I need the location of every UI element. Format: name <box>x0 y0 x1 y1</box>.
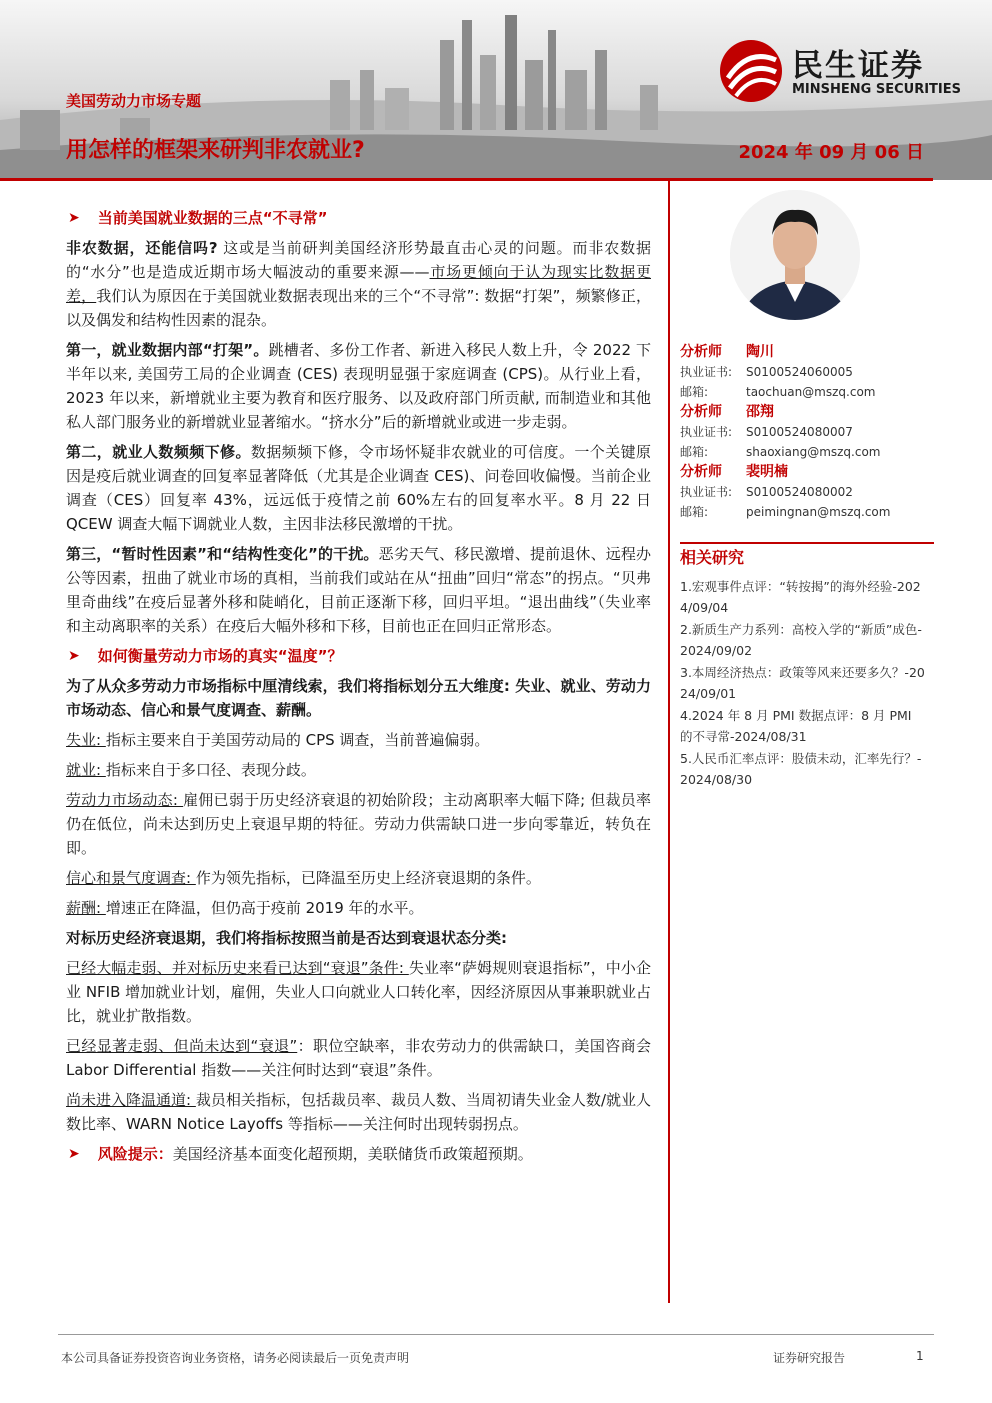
related-item[interactable]: 4.2024 年 8 月 PMI 数据点评：8 月 PMI 的不寻常-2024/08/31 <box>680 708 912 744</box>
class-recession-reached: 已经大幅走弱、并对标历史来看已达到“衰退”条件: 失业率“萨姆规则衰退指标”，中小企业 NFIB 增加就业计划，雇佣，失业人口向就业人口转化率，因经济原因从事兼职就业占比，就业扩散指数。 <box>66 959 652 1025</box>
header-divider <box>0 178 933 181</box>
analyst-3-cert: 执业证书: S0100524080002 <box>680 485 853 499</box>
paragraph-first: 第一，就业数据内部“打架”。跳槽者、多份工作者、新进入移民人数上升，令 2022 下半年以来, 美国劳工局的企业调查 (CES) 表现明显强于家庭调查 (CPS)。从行业上看，2023 年以来，新增就业主要为教育和医疗服务、以及政府部门所贡献, 而制造业和其他私人部门服务业的新增就业显著缩水。“挤水分”后的新增就业或进一步走弱。 <box>66 341 652 431</box>
footer-divider <box>58 1334 934 1335</box>
analyst-list <box>680 342 934 522</box>
footer-report-kind: 证券研究报告 <box>773 1351 846 1365</box>
report-date: 2024 年 09 月 06 日 <box>738 142 924 163</box>
column-divider <box>668 181 670 1303</box>
dimension-employment: 就业: 指标来自于多口径、表现分歧。 <box>66 761 316 779</box>
analyst-2-email-link[interactable]: shaoxiang@mszq.com <box>746 445 881 459</box>
risk-warning: ➤ 风险提示： 美国经济基本面变化超预期，美联储货币政策超预期。 <box>66 1142 651 1166</box>
related-divider <box>680 542 934 544</box>
related-research-list <box>680 576 926 791</box>
analyst-2-header: 分析师 邵翔 <box>680 404 774 420</box>
analyst-2-email: 邮箱: shaoxiang@mszq.com <box>680 442 934 462</box>
class-weakening: 已经显著走弱、但尚未达到“衰退”：职位空缺率，非农劳动力的供需缺口，美国咨商会 Labor Differential 指数——关注何时达到“衰退”条件。 <box>66 1037 651 1079</box>
analyst-3-header: 分析师 裴明楠 <box>680 464 788 480</box>
paragraph-intro: 非农数据，还能信吗? 这或是当前研判美国经济形势最直击心灵的问题。而非农数据的“水分”也是造成近期市场大幅波动的重要来源——市场更倾向于认为现实比数据更差，我们认为原因在于美国就业数据表现出来的三个“不寻常”: 数据“打架”，频繁修正，以及偶发和结构性因素的混杂。 <box>66 239 652 329</box>
chevron-right-icon: ➤ <box>68 1146 80 1162</box>
related-item[interactable]: 2.新质生产力系列：高校入学的“新质”成色-2024/09/02 <box>680 622 922 658</box>
analyst-2-cert: 执业证书: S0100524080007 <box>680 425 853 439</box>
section-heading-1: ➤ 当前美国就业数据的三点“不寻常” <box>66 206 651 230</box>
paragraph-third: 第三，“暂时性因素”和“结构性变化”的干扰。恶劣天气、移民激增、提前退休、远程办公等因素，扭曲了就业市场的真相，当前我们或站在从“扭曲”回归“常态”的拐点。“贝弗里奇曲线”在疫后显著外移和陡峭化，目前正逐渐下移，回归平坦。“退出曲线”（失业率和主动离职率的关系）在疫后大幅外移和下移，目前也正在回归正常形态。 <box>66 545 651 635</box>
analyst-photo <box>730 190 860 320</box>
analyst-3-email-link[interactable]: peimingnan@mszq.com <box>746 505 891 519</box>
logo-chinese-name: 民生证券 <box>792 48 924 84</box>
report-title: 用怎样的框架来研判非农就业? <box>66 138 365 163</box>
main-content <box>66 206 651 1172</box>
related-research-title: 相关研究 <box>680 548 745 567</box>
related-item[interactable]: 1.宏观事件点评：“转按揭”的海外经验-2024/09/04 <box>680 579 921 615</box>
dimension-unemployment: 失业: 指标主要来自于美国劳动局的 CPS 调查，当前普遍偏弱。 <box>66 731 490 749</box>
paragraph-dimensions: 为了从众多劳动力市场指标中厘清线索，我们将指标划分五大维度: 失业、就业、劳动力市场动态、信心和景气度调查、薪酬。 <box>66 677 651 719</box>
chevron-right-icon: ➤ <box>68 210 80 226</box>
page-number: 1 <box>916 1349 924 1363</box>
analyst-portrait-image <box>730 190 860 320</box>
paragraph-second: 第二，就业人数频频下修。数据频频下修，令市场怀疑非农就业的可信度。一个关键原因是疫后就业调查的回复率显著降低（尤其是企业调查 CES)、问卷回收偏慢。当前企业调查（CES）回复率 43%，远远低于疫情之前 60%左右的回复率水平。8 月 22 日 QCEW 调查大幅下调就业人数，主因非法移民激增的干扰。 <box>66 443 651 533</box>
analyst-3-email: 邮箱: peimingnan@mszq.com <box>680 502 934 522</box>
minsheng-logo <box>718 38 968 108</box>
analyst-1-header: 分析师 陶川 <box>680 344 774 360</box>
minsheng-emblem-icon <box>718 38 784 104</box>
dimension-wages: 薪酬: 增速正在降温，但仍高于疫前 2019 年的水平。 <box>66 899 424 917</box>
footer-disclaimer: 本公司具备证券投资咨询业务资格，请务必阅读最后一页免责声明 <box>61 1351 410 1365</box>
related-item[interactable]: 3.本周经济热点：政策等风来还要多久？-2024/09/01 <box>680 665 925 701</box>
class-not-cooling: 尚未进入降温通道: 裁员相关指标，包括裁员率、裁员人数、当周初请失业金人数/就业人数比率、WARN Notice Layoffs 等指标——关注何时出现转弱拐点。 <box>66 1091 652 1133</box>
analyst-1-email: 邮箱: taochuan@mszq.com <box>680 382 934 402</box>
report-type: 美国劳动力市场专题 <box>66 92 202 110</box>
dimension-labor-dynamics: 劳动力市场动态: 雇佣已弱于历史经济衰退的初始阶段；主动离职率大幅下降; 但裁员率仍在低位，尚未达到历史上衰退早期的特征。劳动力供需缺口进一步向零靠近，转负在即。 <box>66 791 652 857</box>
chevron-right-icon: ➤ <box>68 648 80 664</box>
analyst-1-email-link[interactable]: taochuan@mszq.com <box>746 385 876 399</box>
paragraph-classification: 对标历史经济衰退期，我们将指标按照当前是否达到衰退状态分类: <box>66 929 508 947</box>
section-heading-2: ➤ 如何衡量劳动力市场的真实“温度”？ <box>66 644 651 668</box>
analyst-1-cert: 执业证书: S0100524060005 <box>680 365 853 379</box>
logo-english-name: MINSHENG SECURITIES <box>792 82 961 97</box>
related-item[interactable]: 5.人民币汇率点评：股债未动，汇率先行？-2024/08/30 <box>680 751 922 787</box>
dimension-confidence: 信心和景气度调查: 作为领先指标，已降温至历史上经济衰退期的条件。 <box>66 869 541 887</box>
